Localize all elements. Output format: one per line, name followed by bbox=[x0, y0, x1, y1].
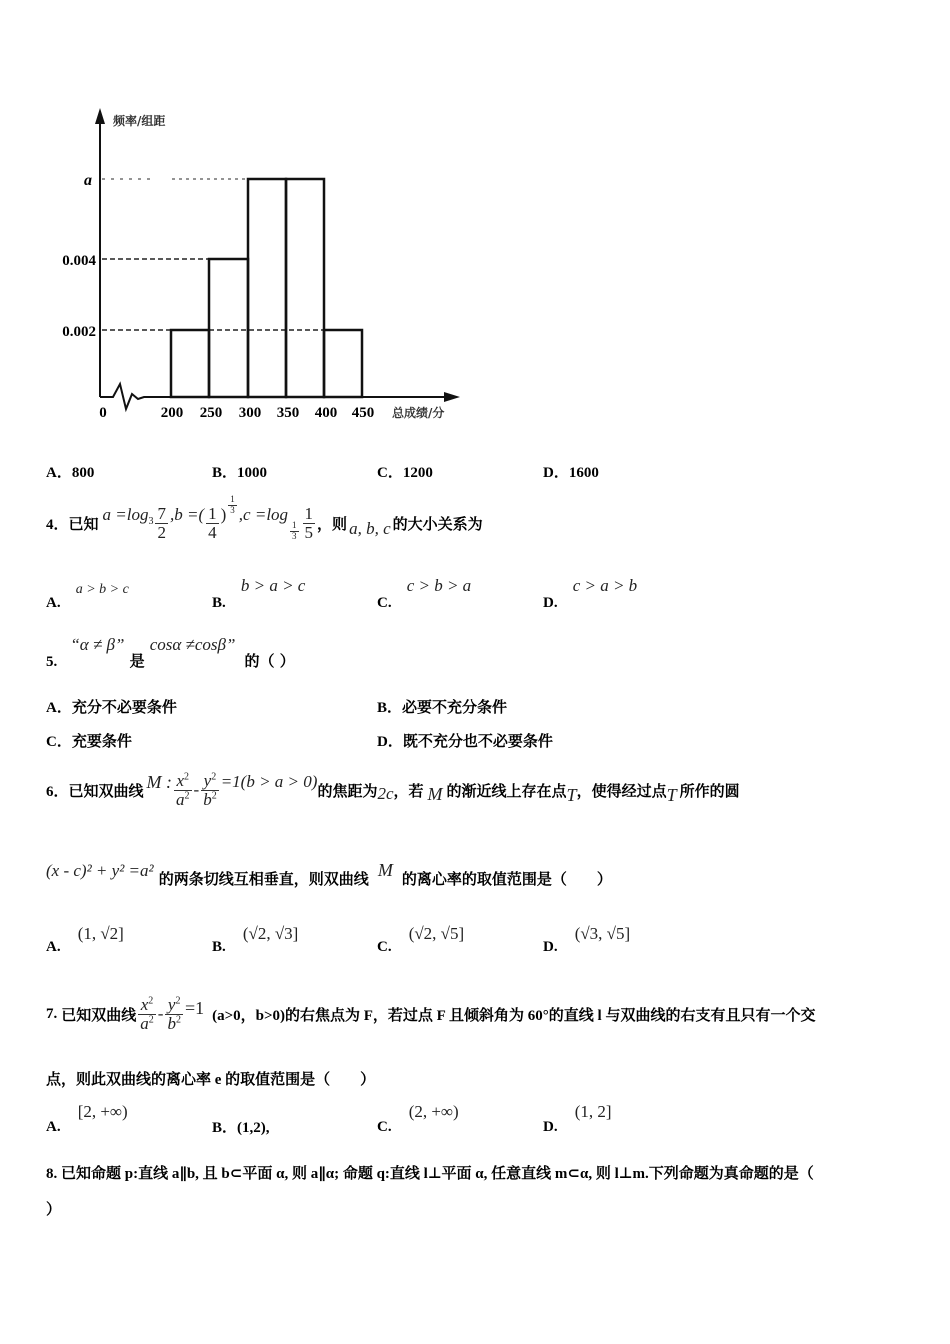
q4-stem bbox=[46, 496, 483, 550]
option-value: (1,2), bbox=[237, 1120, 270, 1136]
q4-prefix: 已知 bbox=[68, 514, 99, 533]
x-axis-label: 总成绩/分 bbox=[392, 406, 445, 420]
q5-suffix: 的（ ） bbox=[244, 652, 295, 670]
q6-text-1: 的焦距为 bbox=[317, 781, 378, 800]
q5-option-b[interactable] bbox=[377, 696, 507, 717]
x-tick-450: 450 bbox=[351, 405, 375, 421]
q7-equation-rhs: =1 bbox=[184, 997, 205, 1018]
q7-option-c[interactable] bbox=[377, 1102, 459, 1135]
q4-a-fraction: $\frac{7}{2}$ bbox=[157, 503, 166, 542]
question-number: 5. bbox=[46, 654, 58, 670]
q4-mid: ，则 bbox=[317, 514, 348, 533]
option-letter: D． bbox=[543, 465, 569, 481]
q6-circle-equation: (x - c)² + y² =a² bbox=[46, 861, 154, 880]
option-letter: C． bbox=[46, 734, 72, 750]
question-number: 7. bbox=[46, 1005, 58, 1022]
q4-vars: a, b, c bbox=[349, 519, 391, 538]
question-number: 6． bbox=[46, 783, 69, 800]
option-letter: A. bbox=[46, 595, 61, 611]
option-value: 1000 bbox=[237, 465, 268, 481]
bar-200-250 bbox=[171, 330, 209, 397]
option-letter: D． bbox=[377, 734, 403, 750]
q4-c-fraction: $\frac{1}{5}$ bbox=[304, 503, 314, 542]
q3-option-d[interactable] bbox=[543, 461, 599, 482]
option-letter: C． bbox=[377, 465, 403, 481]
y-tick-0002: 0.002 bbox=[62, 324, 96, 340]
q6-option-d[interactable] bbox=[543, 924, 631, 955]
x-tick-200: 200 bbox=[160, 405, 184, 421]
option-letter: B. bbox=[212, 939, 226, 955]
q3-option-b[interactable] bbox=[212, 461, 267, 482]
q4-c-log-base: $\frac{1}{3}$ bbox=[292, 520, 297, 541]
q6-text-7: 的离心率的取值范围是（ ） bbox=[401, 870, 612, 888]
option-letter: B． bbox=[377, 700, 403, 716]
q5-option-d[interactable] bbox=[377, 730, 553, 751]
bar-300-350 bbox=[248, 179, 286, 397]
option-value: (1, √2] bbox=[77, 924, 124, 943]
option-value: b > a > c bbox=[240, 576, 306, 595]
q5-stem bbox=[46, 634, 295, 670]
option-letter: B. bbox=[212, 595, 226, 611]
q4-option-c[interactable] bbox=[377, 576, 472, 611]
q6-point-t-2: T bbox=[666, 784, 677, 805]
option-value: 充分不必要条件 bbox=[71, 698, 177, 716]
q4-a-expr: a =log bbox=[102, 505, 149, 524]
x-tick-0: 0 bbox=[99, 405, 107, 421]
q8-text-2: ） bbox=[46, 1200, 62, 1218]
q3-option-c[interactable] bbox=[377, 461, 433, 482]
x-tick-250: 250 bbox=[199, 405, 223, 421]
q6-option-c[interactable] bbox=[377, 924, 465, 955]
q6-2c: 2c bbox=[377, 784, 394, 803]
q5-is: 是 bbox=[129, 652, 145, 670]
option-letter: D. bbox=[543, 1119, 558, 1135]
y-tick-0004: 0.004 bbox=[62, 253, 96, 269]
q6-point-t: T bbox=[566, 784, 577, 805]
q4-b-paren: ) bbox=[220, 505, 227, 524]
option-value: 既不充分也不必要条件 bbox=[402, 732, 553, 750]
q5-option-c[interactable] bbox=[46, 730, 132, 751]
q7-x-fraction: $\frac{x^2}{a^2}$ bbox=[140, 994, 154, 1033]
x-tick-400: 400 bbox=[314, 405, 338, 421]
q6-equation-rhs: =1(b > a > 0) bbox=[220, 772, 318, 791]
q5-option-a[interactable] bbox=[46, 696, 177, 717]
q4-b-fraction: $\frac{1}{4}$ bbox=[208, 503, 217, 542]
bar-400-450 bbox=[324, 330, 362, 397]
q4-suffix: 的大小关系为 bbox=[392, 514, 483, 533]
option-value: (√2, √5] bbox=[408, 924, 465, 943]
q7-prefix: 已知双曲线 bbox=[61, 1005, 137, 1024]
q6-stem-line-2 bbox=[46, 860, 612, 896]
y-axis-arrow-icon bbox=[95, 108, 105, 124]
q6-option-a[interactable] bbox=[46, 924, 124, 955]
option-value: (1, 2] bbox=[574, 1102, 612, 1121]
q6-prefix: 已知双曲线 bbox=[68, 781, 144, 800]
option-value: c > a > b bbox=[572, 576, 638, 595]
q5-condition-2: cosα ≠cosβ” bbox=[149, 635, 236, 654]
q6-y-fraction: $\frac{y^2}{b^2}$ bbox=[203, 770, 217, 809]
q6-text-5: 所作的圆 bbox=[679, 781, 740, 800]
option-value: 充要条件 bbox=[71, 732, 132, 750]
option-letter: C. bbox=[377, 1119, 392, 1135]
option-value: 1200 bbox=[402, 465, 433, 481]
histogram-svg bbox=[40, 100, 470, 430]
q7-y-fraction: $\frac{y^2}{b^2}$ bbox=[167, 994, 181, 1033]
q4-b-exponent: $\frac{1}{3}$ bbox=[230, 494, 235, 515]
option-letter: C. bbox=[377, 939, 392, 955]
option-letter: C. bbox=[377, 595, 392, 611]
q6-minus: - bbox=[193, 780, 200, 799]
option-value: (√3, √5] bbox=[574, 924, 631, 943]
option-value: 1600 bbox=[568, 465, 599, 481]
y-axis-label: 频率/组距 bbox=[113, 114, 166, 128]
q7-option-d[interactable] bbox=[543, 1102, 612, 1135]
option-letter: D. bbox=[543, 939, 558, 955]
q6-text-6: 的两条切线互相垂直，则双曲线 bbox=[158, 870, 369, 888]
bar-350-400 bbox=[286, 179, 324, 397]
bar-250-300 bbox=[209, 259, 248, 397]
q4-a-log-base: 3 bbox=[148, 515, 154, 527]
q6-text-2: ，若 bbox=[393, 781, 424, 800]
q6-x-fraction: $\frac{x^2}{a^2}$ bbox=[176, 770, 190, 809]
q7-option-b[interactable] bbox=[212, 1116, 270, 1137]
q4-c-expr: ,c =log bbox=[238, 505, 289, 524]
q8-text-1: 8. 已知命题 p:直线 a∥b, 且 b⊂平面 α, 则 a∥α; 命题 q:直线 l⊥平面 α, 任意直线 m⊂α, 则 l⊥m.下列命题为真命题的是（ bbox=[46, 1166, 814, 1182]
question-number: 4． bbox=[46, 516, 69, 533]
option-value: c > b > a bbox=[406, 576, 472, 595]
q6-stem-line-1 bbox=[46, 764, 740, 816]
q7-text-1: (a>0，b>0)的右焦点为 F，若过点 F 且倾斜角为 60°的直线 l 与双曲线的右支有且只有一个交 bbox=[212, 1007, 816, 1024]
q6-m: M bbox=[427, 783, 443, 804]
x-tick-350: 350 bbox=[276, 405, 300, 421]
option-letter: A. bbox=[46, 1119, 61, 1135]
q7-minus: - bbox=[157, 1004, 164, 1023]
option-value: (2, +∞) bbox=[408, 1102, 459, 1121]
q6-text-4: ，使得经过点 bbox=[576, 781, 667, 800]
option-letter: A. bbox=[46, 939, 61, 955]
q7-stem-line-2 bbox=[46, 1068, 375, 1089]
q6-m-2: M bbox=[377, 860, 393, 880]
option-value: (√2, √3] bbox=[242, 924, 299, 943]
x-tick-300: 300 bbox=[238, 405, 262, 421]
q6-m-label: M : bbox=[146, 771, 173, 792]
option-letter: A． bbox=[46, 465, 72, 481]
q7-option-a[interactable] bbox=[46, 1102, 128, 1135]
histogram-figure bbox=[40, 100, 470, 430]
option-letter: D. bbox=[543, 595, 558, 611]
option-letter: B． bbox=[212, 465, 238, 481]
q7-stem-line-1 bbox=[46, 986, 815, 1042]
q5-condition-1: “α ≠ β” bbox=[70, 635, 125, 654]
option-letter: A． bbox=[46, 700, 72, 716]
y-tick-a: a bbox=[84, 172, 92, 189]
option-value: 必要不充分条件 bbox=[402, 698, 508, 716]
q4-option-a[interactable] bbox=[46, 578, 129, 611]
q7-text-2: 点，则此双曲线的离心率 e 的取值范围是（ ） bbox=[46, 1072, 376, 1088]
q4-b-expr: ,b =( bbox=[169, 505, 205, 524]
q4-option-d[interactable] bbox=[543, 576, 638, 611]
q4-option-b[interactable] bbox=[212, 576, 306, 611]
q6-text-3: 的渐近线上存在点 bbox=[446, 781, 567, 800]
option-letter: B． bbox=[212, 1120, 238, 1136]
option-value: a > b > c bbox=[75, 582, 129, 597]
option-value: 800 bbox=[71, 465, 95, 481]
q6-option-b[interactable] bbox=[212, 924, 299, 955]
q3-option-a[interactable] bbox=[46, 461, 94, 482]
q8-stem-line-1 bbox=[46, 1162, 814, 1183]
option-value: [2, +∞) bbox=[77, 1102, 128, 1121]
q8-stem-line-2 bbox=[46, 1198, 61, 1219]
x-axis-arrow-icon bbox=[444, 392, 460, 402]
